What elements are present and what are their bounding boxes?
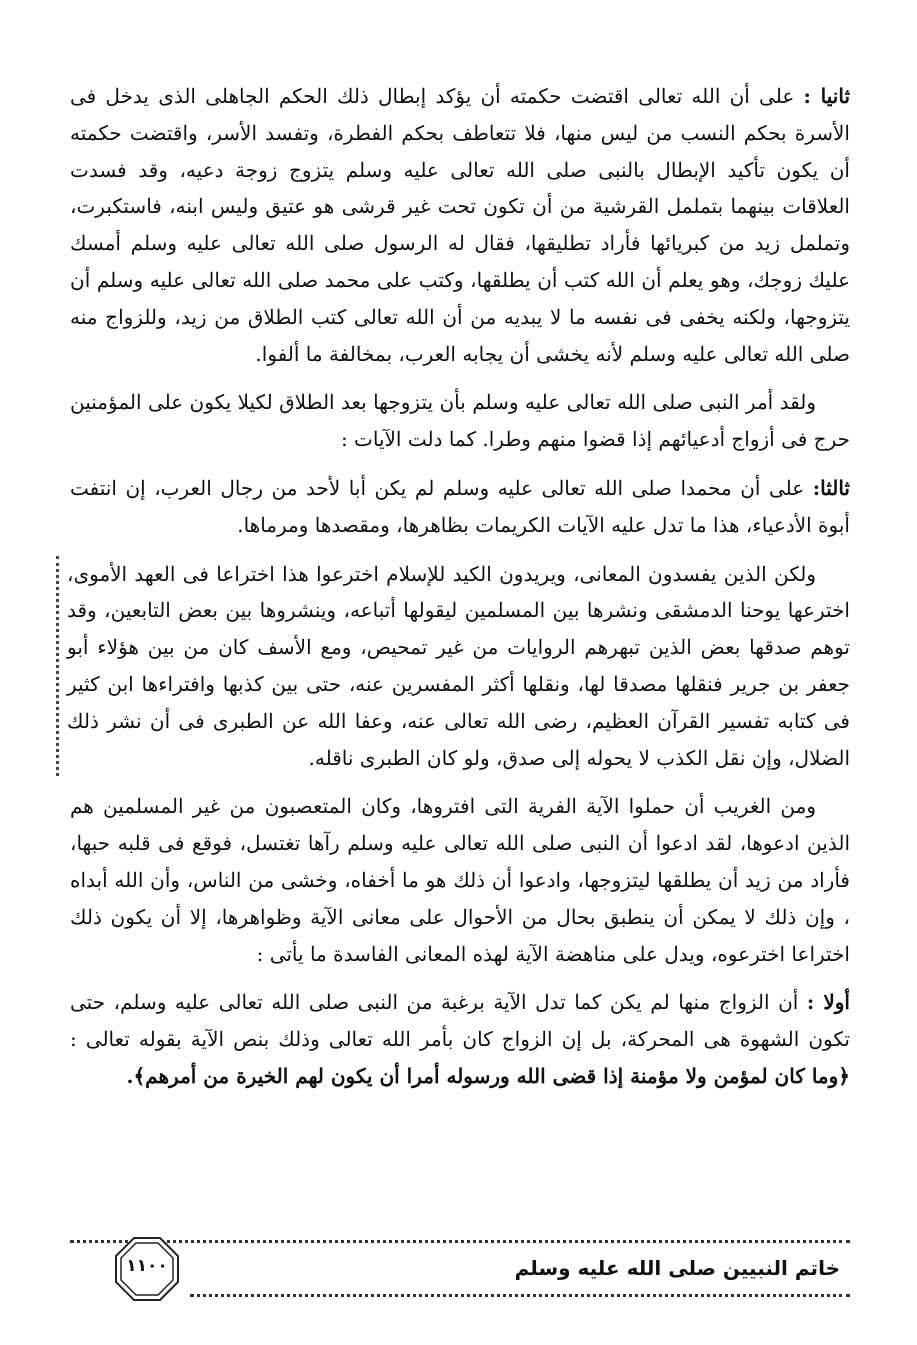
paragraph-text: على أن محمدا صلى الله تعالى عليه وسلم لم يكن أبا لأحد من رجال العرب، إن انتفت أبوة الأدعياء، هذا ما تدل عليه الآيات الكريمات بظاهرها، ومقصدها ومرماها.: [70, 475, 850, 537]
footer-top-rule: [70, 1240, 850, 1243]
paragraph-text: ولقد أمر النبى صلى الله تعالى عليه وسلم بأن يتزوجها بعد الطلاق لكيلا يكون على المؤمنين حرج فى أزواج أدعيائهم إذا قضوا منهم وطرا. كما دلت الآيات :: [70, 390, 850, 452]
paragraph-strange-claim: [70, 788, 850, 972]
paragraph-text: ولكن الذين يفسدون المعانى، ويريدون الكيد للإسلام اخترعوا هذا اختراعا فى العهد الأموى، اخترعها يوحنا الدمشقى ونشرها بين المسلمين ليقولها أتباعه، وينشروها بين بعض التابعين، وقد توهم صدقها بعض الذين تبهرهم الروايات من غير تمحيص، ومع الأسف كان من بين هؤلاء أبو جعفر بن جرير فنقلها مصدقا لها، ونقلها أكثر المفسرين عنه، حتى بين كذبها وافتراءها ابن كثير فى كتابه تفسير القرآن العظيم، رضى الله تعالى عنه، وعفا الله عن الطبرى فى أن نشر ذلك الضلال، وإن نقل الكذب لا يحوله إلى صدق، ولو كان الطبرى ناقله.: [67, 561, 850, 770]
paragraph-lead: أولا :: [806, 990, 850, 1015]
paragraph-text: ومن الغريب أن حملوا الآية الفرية التى افتروها، وكان المتعصبون من غير المسلمين هم الذين ادعوها، لقد ادعوا أن النبى صلى الله تعالى عليه وسلم رآها تغتسل، فوقع فى قلبه حبها، فأراد من زيد أن يطلقها ليتزوجها، وادعوا أن ذلك هو ما أخفاه، وخشى من الناس، وأن الله أبداه ، وإن ذلك لا يمكن أن ينطبق بحال من الأحوال على معانى الآية وظواهرها، إلا أن يكون ذلك اختراعا اخترعوه، ويدل على مناهضة الآية لهذه المعانى الفاسدة ما يأتى :: [70, 794, 850, 966]
footer-book-title: خاتم النبيين صلى الله عليه وسلم: [514, 1256, 840, 1280]
paragraph-second-point: [70, 78, 850, 372]
paragraph-third-point: [70, 470, 850, 544]
paragraph-first-evidence: [70, 984, 850, 1094]
page-number: ١١٠٠: [126, 1256, 168, 1276]
boxed-section: [56, 556, 850, 777]
quran-quote: ﴿وما كان لمؤمن ولا مؤمنة إذا قضى الله ورسوله أمرا أن يكون لهم الخيرة من أمرهم﴾.: [126, 1063, 850, 1088]
page-footer: [70, 1232, 850, 1306]
paragraph-lead: ثانيا :: [803, 84, 851, 108]
paragraph-text: على أن الله تعالى اقتضت حكمته أن يؤكد إبطال ذلك الحكم الجاهلى الذى يدخل فى الأسرة بحكم النسب من ليس منها، فلا تتعاطف بحكم الفطرة، وتفسد الأسر، واقتضت حكمته أن يكون تأكيد الإبطال بالنبى صلى الله تعالى عليه وسلم يتزوج زوجة دعيه، وقد فسدت العلاقات بينهما بتململ القرشية من أن تكون تحت غير قرشى هو عتيق وليس ابنه، فاستكبرت، وتململ زيد من كبريائها فأراد تطليقها، فقال له الرسول صلى الله تعالى عليه وسلم أمسك عليك زوجك، وهو يعلم أن الله كتب أن يطلقها، وكتب على محمد صلى الله تعالى عليه وسلم أن يتزوجها، ولكنه يخفى فى نفسه ما لا يبديه من أن الله تعالى كتب الطلاق من زيد، وللزواج منه صلى الله تعالى عليه وسلم لأنه يخشى أن يجابه العرب، بمخالفة ما ألفوا.: [70, 84, 850, 366]
paragraph-marriage-command: [70, 384, 850, 458]
paragraph-lead: ثالثا:: [812, 475, 850, 500]
footer-bottom-rule: [190, 1294, 850, 1297]
paragraph-fabrication: [67, 556, 850, 777]
page-number-badge: [114, 1236, 180, 1302]
page-body: [67, 78, 851, 1107]
paragraph-text: أن الزواج منها لم يكن كما تدل الآية برغبة من النبى صلى الله تعالى عليه وسلم، حتى تكون الشهوة هى المحركة، بل إن الزواج كان بأمر الله تعالى وذلك بنص الآية بقوله تعالى :: [70, 990, 850, 1052]
